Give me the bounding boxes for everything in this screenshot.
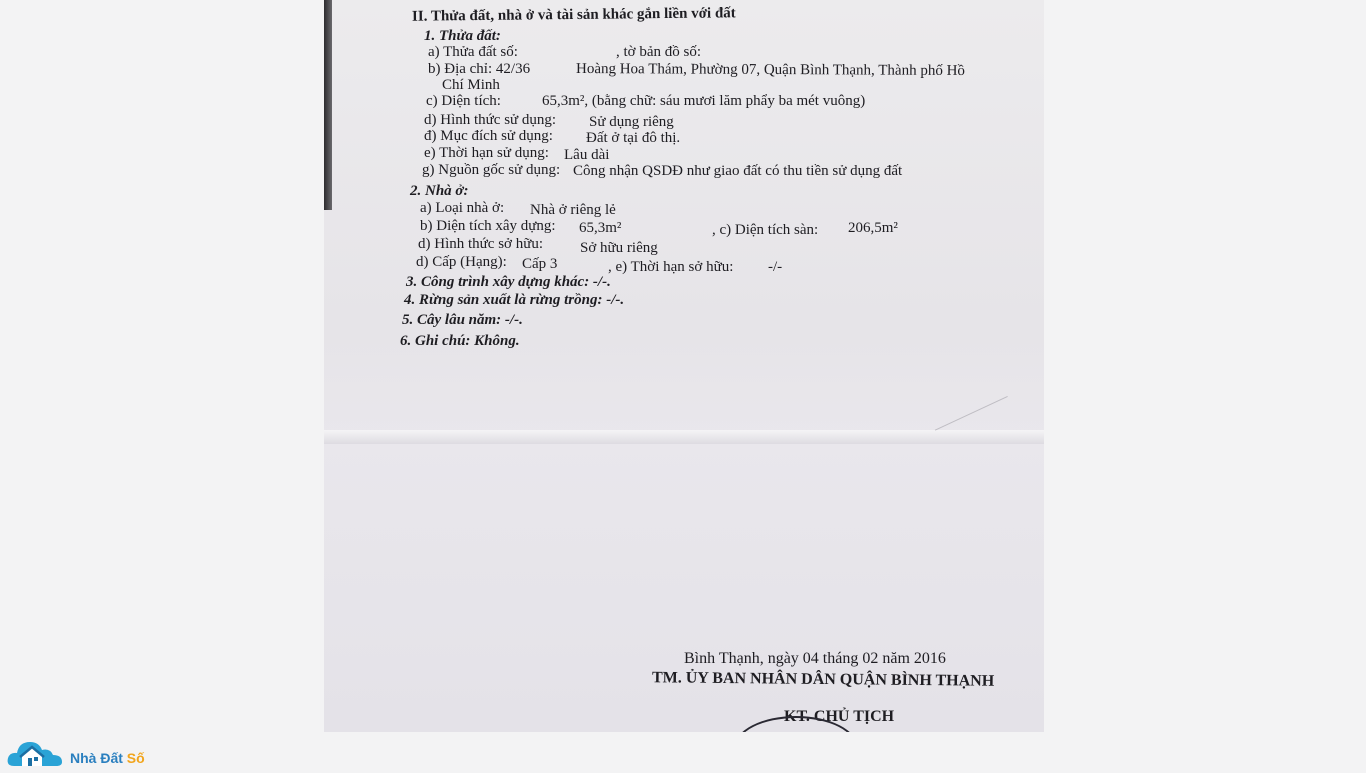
land-map-sheet: , tờ bản đồ số: [616, 44, 702, 60]
house-type-label: a) Loại nhà ở: [420, 200, 505, 216]
section-heading: II. Thửa đất, nhà ở và tài sản khác gắn liền với đất [411, 5, 736, 25]
watermark-brand-accent: Số [126, 750, 145, 766]
land-term-label: e) Thời hạn sử dụng: [424, 145, 549, 161]
land-parcel-number: a) Thửa đất số: [428, 44, 518, 60]
land-address-value: Hoàng Hoa Thám, Phường 07, Quận Bình Thạnh, Thành phố Hồ [575, 60, 965, 80]
other-works: 3. Công trình xây dựng khác: -/-. [406, 274, 611, 290]
watermark-brand-main: Nhà Đất [70, 750, 127, 766]
house-building-area-value: 65,3m² [579, 220, 622, 236]
house-grade-label: d) Cấp (Hạng): [416, 254, 507, 270]
sign-committee: TM. ỦY BAN NHÂN DÂN QUẬN BÌNH THẠNH [651, 669, 995, 690]
house-ownership-label: d) Hình thức sở hữu: [418, 236, 544, 252]
land-title: 1. Thửa đất: [424, 28, 501, 44]
house-term-value: -/- [768, 259, 783, 275]
house-ownership-value: Sở hữu riêng [580, 240, 658, 256]
land-usage-form-value: Sử dụng riêng [589, 114, 674, 130]
perennial-trees: 5. Cây lâu năm: -/-. [402, 312, 523, 328]
land-purpose-label: đ) Mục đích sử dụng: [424, 128, 553, 144]
production-forest: 4. Rừng sản xuất là rừng trồng: -/-. [404, 292, 625, 308]
land-origin-value: Công nhận QSDĐ như giao đất có thu tiền sử dụng đất [573, 163, 903, 179]
land-area-label: c) Diện tích: [426, 93, 501, 109]
house-term-label: , e) Thời hạn sở hữu: [608, 259, 734, 275]
house-grade-value: Cấp 3 [522, 256, 558, 272]
house-title: 2. Nhà ở: [410, 183, 469, 199]
land-area-value: 65,3m², (bằng chữ: sáu mươi lăm phẩy ba mét vuông) [542, 93, 866, 109]
land-term-value: Lâu dài [564, 147, 610, 163]
land-address-label: b) Địa chỉ: 42/36 [428, 61, 531, 77]
house-floor-area-value: 206,5m² [848, 220, 898, 236]
document-photo [324, 0, 1044, 732]
house-floor-area-label: , c) Diện tích sàn: [712, 222, 819, 238]
land-purpose-value: Đất ở tại đô thị. [586, 130, 681, 146]
watermark-brand [70, 750, 145, 766]
sign-role: KT. CHỦ TỊCH [784, 708, 895, 725]
house-cloud-icon [6, 732, 68, 768]
sign-place-date: Bình Thạnh, ngày 04 tháng 02 năm 2016 [684, 650, 946, 667]
notes: 6. Ghi chú: Không. [400, 333, 520, 349]
house-building-area-label: b) Diện tích xây dựng: [420, 218, 556, 234]
land-address-cont: Chí Minh [442, 77, 500, 93]
land-origin-label: g) Nguồn gốc sử dụng: [422, 162, 561, 178]
land-usage-form-label: d) Hình thức sử dụng: [424, 112, 557, 128]
certificate-text [324, 0, 1044, 732]
house-type-value: Nhà ở riêng lẻ [530, 202, 616, 218]
